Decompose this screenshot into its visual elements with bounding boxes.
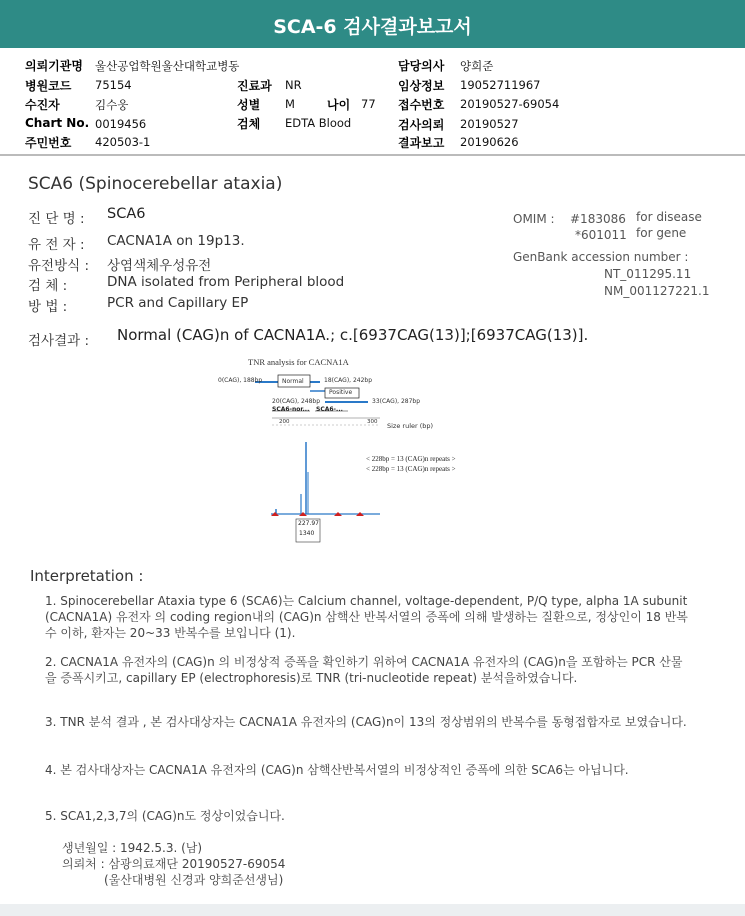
age-label: 나이: [327, 98, 351, 112]
inheritance-label: 유전방식 :: [28, 258, 90, 274]
figure-annotation-2: < 228bp = 13 (CAG)n repeats >: [366, 465, 456, 473]
dept-value: NR: [285, 78, 302, 92]
gene-label: 유 전 자 :: [28, 237, 85, 253]
figure-tag-positive: SCA6-...: [316, 406, 343, 413]
interpretation-item-1: 1. Spinocerebellar Ataxia type 6 (SCA6)는 Calcium channel, voltage-dependent, P/Q type, alpha 1A subunit (CACNA1A) 유전자 의 coding region내의 (CAG)n 삼핵산 반복서열의 증폭에 의해 발생하는 질환으로, 정상인이 18 반복수 이하, 환자는 20~33 반복수를 보입니다 (1).: [45, 594, 688, 640]
id-label: 주민번호: [25, 136, 72, 150]
referrer: 의뢰처 : 삼광의료재단 20190527-69054: [62, 857, 286, 871]
method-specimen-value: DNA isolated from Peripheral blood: [107, 274, 345, 290]
patient-value: 김수웅: [95, 98, 129, 112]
interpretation-item-2: 2. CACNA1A 유전자의 (CAG)n 의 비정상적 증폭을 확인하기 위하여 CACNA1A 유전자의 (CAG)n을 포함하는 PCR 산물을 증폭시키고, capillary EP (electrophoresis)로 TNR (tri-nucleotide repeat) 분석을하였습니다.: [45, 655, 683, 685]
chart-value: 0019456: [95, 117, 147, 131]
doctor-label: 담당의사: [398, 59, 445, 73]
report-header: [0, 0, 745, 48]
result-label: 검사결과 :: [28, 333, 90, 349]
interpretation-item-4: 4. 본 검사대상자는 CACNA1A 유전자의 (CAG)n 삼핵산반복서열의 비정상적인 증폭에 의한 SCA6는 아닙니다.: [45, 763, 629, 777]
institution-label: 의뢰기관명: [25, 59, 83, 73]
omim-disease-id: #183086: [570, 212, 626, 226]
figure-ruler-label: Size ruler (bp): [387, 422, 434, 430]
interpretation-item-5: 5. SCA1,2,3,7의 (CAG)n도 정상이었습니다.: [45, 809, 285, 823]
report-date-label: 결과보고: [398, 136, 445, 150]
hospital-code-label: 병원코드: [25, 79, 72, 93]
figure-tick-200: 200: [279, 419, 290, 425]
receipt-label: 접수번호: [398, 98, 445, 112]
interpretation-title: Interpretation :: [30, 567, 144, 585]
figure-label-33cag: 33(CAG), 287bp: [372, 398, 421, 405]
figure-annotation-1: < 228bp = 13 (CAG)n repeats >: [366, 455, 456, 463]
specimen-label: 검체: [237, 117, 261, 131]
specimen-value: EDTA Blood: [285, 116, 352, 130]
method-value: PCR and Capillary EP: [107, 295, 249, 311]
clinical-value: 19052711967: [460, 78, 541, 92]
patient-info-panel: [0, 48, 745, 156]
inheritance-value: 상염색체우성유전: [107, 258, 212, 274]
hospital-code-value: 75154: [95, 78, 132, 92]
dept-label: 진료과: [237, 79, 272, 93]
omim-disease-note: for disease: [636, 210, 702, 224]
id-value: 420503-1: [95, 135, 151, 149]
genbank-nm: NM_001127221.1: [604, 284, 710, 298]
figure-label-0cag: 0(CAG), 188bp: [218, 377, 263, 384]
sex-label: 성별: [237, 98, 261, 112]
gene-value: CACNA1A on 19p13.: [107, 233, 245, 249]
disease-title: SCA6 (Spinocerebellar ataxia): [28, 174, 283, 194]
age-value: 77: [361, 97, 376, 111]
chart-label: Chart No.: [25, 116, 90, 130]
method-specimen-label: 검 체 :: [28, 278, 68, 294]
bottom-scroll-strip: [0, 904, 745, 916]
request-value: 20190527: [460, 117, 519, 131]
figure-label-18cag: 18(CAG), 242bp: [324, 377, 373, 384]
genbank-label: GenBank accession number :: [513, 250, 689, 264]
report-title: SCA-6 검사결과보고서: [273, 16, 472, 38]
diagnosis-label: 진 단 명 :: [28, 211, 85, 227]
peak-label-height: 1340: [299, 530, 315, 537]
genbank-nt: NT_011295.11: [604, 267, 692, 281]
institution-value: 울산공업학원울산대학교병동: [95, 59, 240, 73]
omim-gene-id: *601011: [575, 228, 627, 242]
result-value: Normal (CAG)n of CACNA1A.; c.[6937CAG(13)];[6937CAG(13)].: [117, 326, 589, 344]
method-label: 방 법 :: [28, 299, 68, 315]
omim-gene-note: for gene: [636, 226, 687, 240]
patient-label: 수진자: [25, 98, 60, 112]
report-date-value: 20190626: [460, 135, 519, 149]
figure-title: TNR analysis for CACNA1A: [248, 357, 349, 367]
birth-date: 생년월일 : 1942.5.3. (남): [62, 841, 203, 855]
peak-label-size: 227.97: [298, 520, 319, 527]
request-label: 검사의뢰: [398, 118, 445, 132]
figure-positive-box: Positive: [329, 389, 353, 396]
figure-tick-300: 300: [367, 419, 378, 425]
figure-label-20cag: 20(CAG), 248bp: [272, 398, 321, 405]
sex-value: M: [285, 97, 295, 111]
figure-tag-normal: SCA6-nor...: [272, 406, 310, 413]
report-body: [0, 166, 745, 906]
interpretation-item-3: 3. TNR 분석 결과 , 본 검사대상자는 CACNA1A 유전자의 (CAG)n이 13의 정상범위의 반복수를 동형접합자로 보였습니다.: [45, 715, 687, 729]
referrer-detail: (울산대병원 신경과 양희준선생님): [104, 873, 284, 887]
diagnosis-value: SCA6: [107, 206, 146, 222]
figure-normal-box: Normal: [282, 378, 304, 385]
clinical-label: 임상정보: [398, 79, 445, 93]
omim-label: OMIM :: [513, 212, 555, 226]
receipt-value: 20190527-69054: [460, 97, 560, 111]
doctor-value: 양희준: [460, 59, 494, 73]
tnr-figure: [200, 354, 500, 564]
